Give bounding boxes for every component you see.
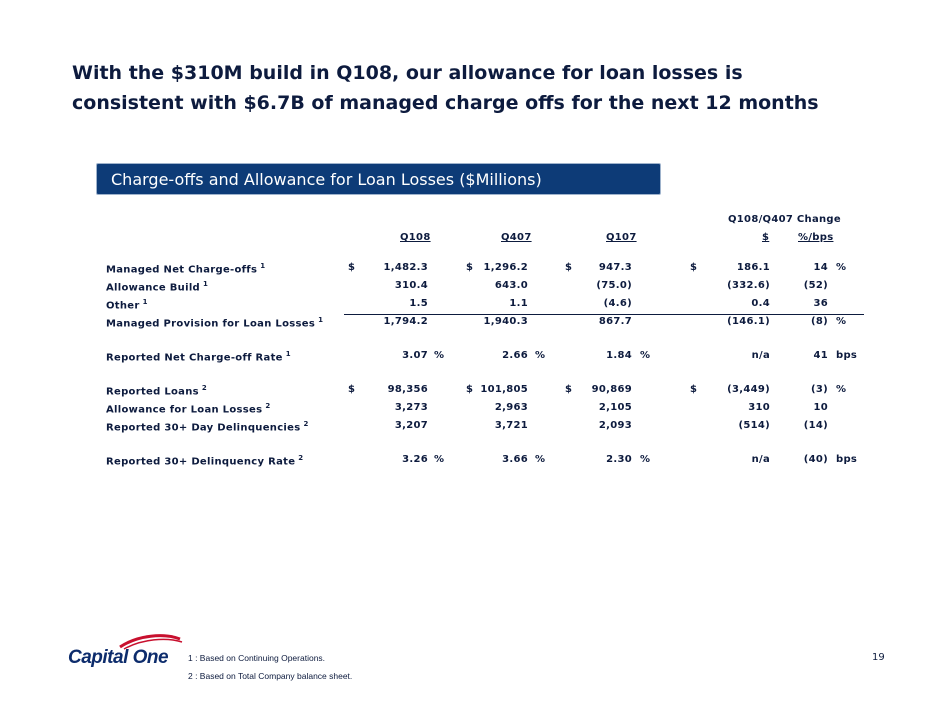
- cell-pct: 41: [813, 350, 828, 361]
- cell-q107: 867.7: [598, 316, 632, 327]
- cell-q407: 3.66: [502, 454, 528, 465]
- cell-q108: 310.4: [394, 280, 428, 291]
- row-label-text: Managed Provision for Loan Losses: [106, 318, 316, 330]
- cell-q107: (4.6): [603, 298, 632, 309]
- cell-q107: 947.3: [598, 262, 632, 273]
- col-header-change-dollar: $: [762, 232, 770, 243]
- cell-q108: 3,273: [394, 402, 428, 413]
- row-label-text: Reported 30+ Day Delinquencies: [106, 422, 301, 434]
- row-label-text: Managed Net Charge-offs: [106, 264, 258, 276]
- cell-chg: (146.1): [727, 316, 770, 327]
- cell-q407: 1,296.2: [483, 262, 528, 273]
- row-label: [106, 280, 208, 293]
- cell-d1: $: [348, 384, 356, 395]
- cell-pct: 36: [813, 298, 828, 309]
- cell-chg: (332.6): [727, 280, 770, 291]
- cell-d3: $: [565, 384, 573, 395]
- title-line-2: consistent with $6.7B of managed charge offs for the next 12 months: [72, 92, 819, 114]
- footnote-marker: 1: [260, 262, 266, 270]
- col-header-q407: Q407: [501, 232, 532, 243]
- cell-q407: 1,940.3: [483, 316, 528, 327]
- col-header-change-pct: %/bps: [798, 232, 834, 243]
- footnote-2: 2 : Based on Total Company balance sheet.: [188, 671, 353, 681]
- row-label-text: Allowance Build: [106, 282, 201, 294]
- cell-pct: 14: [813, 262, 828, 273]
- page-number: 19: [872, 652, 885, 663]
- cell-unit: %: [836, 316, 847, 327]
- cell-q407u: %: [535, 454, 546, 465]
- cell-d4: $: [690, 384, 698, 395]
- cell-pct: (52): [803, 280, 828, 291]
- footnote-marker: 2: [298, 454, 304, 462]
- cell-q107: 2.30: [606, 454, 632, 465]
- cell-q107: 2,093: [598, 420, 632, 431]
- cell-q108: 1.5: [409, 298, 428, 309]
- cell-chg: (3,449): [727, 384, 770, 395]
- cell-q407: 2,963: [494, 402, 528, 413]
- footnote-1: 1 : Based on Continuing Operations.: [188, 653, 326, 663]
- cell-q107: 2,105: [598, 402, 632, 413]
- col-header-change-group: Q108/Q407 Change: [728, 214, 841, 225]
- row-label-text: Reported Net Charge-off Rate: [106, 352, 283, 364]
- cell-q107u: %: [640, 454, 651, 465]
- title-line-1: With the $310M build in Q108, our allowance for loan losses is: [72, 62, 743, 84]
- row-label-text: Reported 30+ Delinquency Rate: [106, 456, 296, 468]
- capital-one-logo: [68, 633, 184, 673]
- row-label: [106, 262, 265, 275]
- row-label: [106, 384, 207, 397]
- row-label: [106, 402, 271, 415]
- footnote-marker: 2: [265, 402, 271, 410]
- cell-chg: (514): [738, 420, 770, 431]
- cell-q407: 643.0: [494, 280, 528, 291]
- cell-unit: %: [836, 262, 847, 273]
- col-header-q107: Q107: [606, 232, 637, 243]
- cell-q107: 1.84: [606, 350, 632, 361]
- cell-chg: 186.1: [736, 262, 770, 273]
- footnote-marker: 2: [201, 384, 208, 392]
- cell-d1: $: [348, 262, 356, 273]
- row-label: [106, 420, 309, 433]
- cell-q108: 1,482.3: [383, 262, 428, 273]
- cell-q107: (75.0): [596, 280, 632, 291]
- cell-pct: (8): [811, 316, 828, 327]
- subtotal-rule: [344, 314, 864, 315]
- footnote-marker: 1: [142, 298, 148, 306]
- cell-unit: %: [836, 384, 847, 395]
- row-label-text: Reported Loans: [106, 386, 199, 398]
- cell-chg: 0.4: [751, 298, 770, 309]
- row-label: [106, 454, 303, 467]
- section-header: Charge-offs and Allowance for Loan Losses ($Millions): [96, 163, 661, 195]
- row-label: [106, 350, 291, 363]
- cell-d3: $: [565, 262, 573, 273]
- page-title: [72, 58, 912, 118]
- cell-chg: n/a: [751, 454, 770, 465]
- cell-d2: $: [466, 384, 474, 395]
- cell-q407: 101,805: [480, 384, 528, 395]
- cell-q107u: %: [640, 350, 651, 361]
- cell-pct: (3): [811, 384, 828, 395]
- cell-q108: 3.26: [402, 454, 428, 465]
- row-label-text: Other: [106, 300, 140, 312]
- footnote-marker: 1: [203, 280, 209, 288]
- cell-d2: $: [466, 262, 474, 273]
- cell-unit: bps: [836, 350, 858, 361]
- row-label: [106, 298, 148, 311]
- cell-q108: 3.07: [402, 350, 428, 361]
- cell-q108u: %: [434, 454, 445, 465]
- cell-q108: 1,794.2: [383, 316, 428, 327]
- cell-chg: 310: [748, 402, 770, 413]
- cell-q108u: %: [434, 350, 445, 361]
- cell-q407: 2.66: [502, 350, 528, 361]
- cell-q107: 90,869: [591, 384, 632, 395]
- cell-pct: 10: [813, 402, 828, 413]
- cell-q407: 1.1: [509, 298, 528, 309]
- cell-pct: (40): [803, 454, 828, 465]
- col-header-q108: Q108: [400, 232, 431, 243]
- footnote-marker: 1: [318, 316, 324, 324]
- footnote-marker: 2: [303, 420, 309, 428]
- cell-chg: n/a: [751, 350, 770, 361]
- cell-d4: $: [690, 262, 698, 273]
- cell-pct: (14): [803, 420, 828, 431]
- logo-text: Capital One: [68, 647, 169, 668]
- cell-q407u: %: [535, 350, 546, 361]
- row-label-text: Allowance for Loan Losses: [106, 404, 263, 416]
- cell-q108: 3,207: [394, 420, 428, 431]
- footnote-marker: 1: [285, 350, 291, 358]
- cell-q108: 98,356: [387, 384, 428, 395]
- cell-unit: bps: [836, 454, 858, 465]
- row-label: [106, 316, 323, 329]
- cell-q407: 3,721: [494, 420, 528, 431]
